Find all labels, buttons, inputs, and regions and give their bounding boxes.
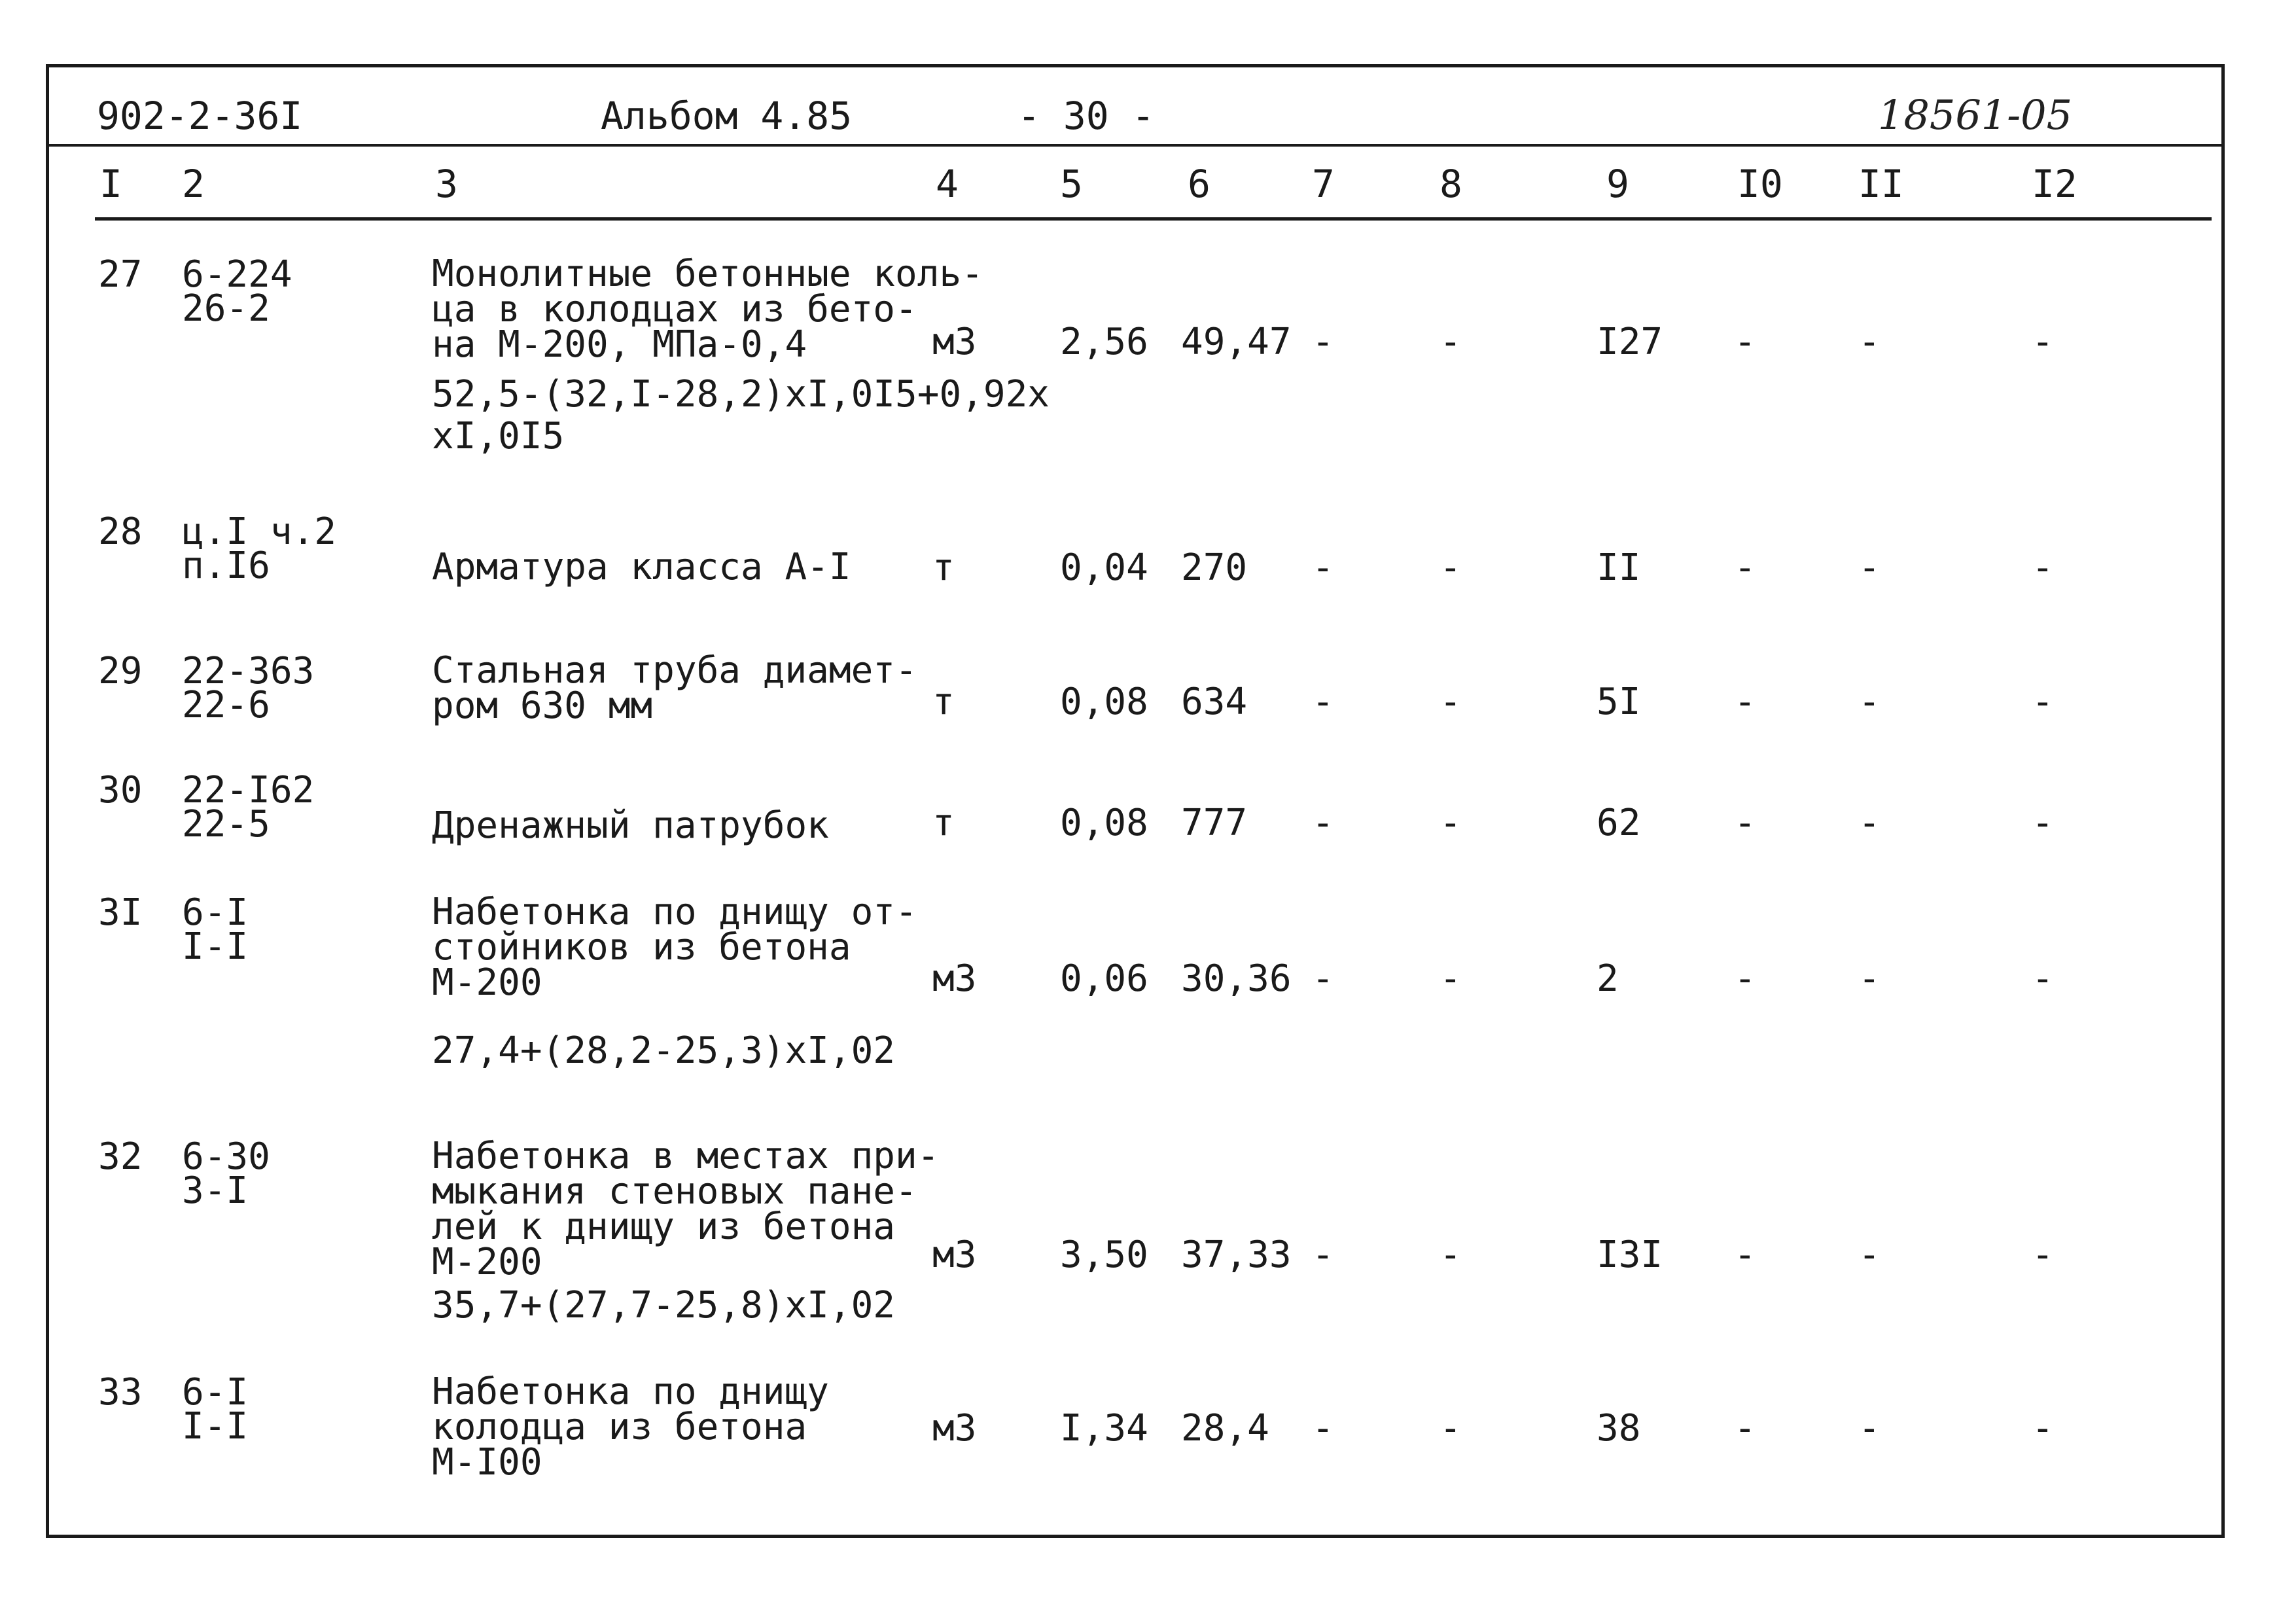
cell-col8: - — [1439, 1407, 1462, 1450]
cell-price: 777 — [1181, 802, 1248, 844]
cell-col11: - — [1858, 957, 1881, 1000]
work-description: М-200 — [432, 1241, 542, 1283]
cell-col10: - — [1734, 1407, 1756, 1450]
cell-col9: I3I — [1597, 1234, 1663, 1276]
cell-col10: - — [1734, 546, 1756, 589]
norm-code: 26-2 — [182, 287, 270, 330]
cell-qty: 3,50 — [1060, 1234, 1148, 1276]
cell-col7: - — [1312, 546, 1334, 589]
row-number: 3I — [98, 891, 143, 934]
work-description: Стальная труба диамет- — [432, 649, 917, 692]
work-description: колодца из бетона — [432, 1406, 807, 1448]
work-description: лей к днищу из бетона — [432, 1205, 896, 1248]
work-description: стойников из бетона — [432, 926, 851, 969]
norm-code: 6-I — [182, 1371, 249, 1414]
cell-col9: I27 — [1597, 321, 1663, 363]
column-header-5: 5 — [1060, 162, 1083, 206]
norm-code: 6-30 — [182, 1135, 270, 1178]
cell-qty: 0,06 — [1060, 957, 1148, 1000]
cell-col7: - — [1312, 1407, 1334, 1450]
cell-col7: - — [1312, 321, 1334, 363]
work-description: ром 630 мм — [432, 685, 653, 727]
cell-qty: 2,56 — [1060, 321, 1148, 363]
row-number: 32 — [98, 1135, 143, 1178]
work-description: Набетонка по днищу от- — [432, 891, 917, 933]
norm-code: I-I — [182, 925, 249, 968]
cell-col7: - — [1312, 1234, 1334, 1276]
header-separator-line — [49, 144, 2221, 147]
column-header-10: I0 — [1737, 162, 1783, 206]
column-header-2: 2 — [182, 162, 205, 206]
work-description: Набетонка по днищу — [432, 1370, 829, 1413]
album-label: Альбом 4.85 — [601, 94, 853, 138]
cell-qty: 0,08 — [1060, 681, 1148, 723]
row-number: 29 — [98, 650, 143, 692]
cell-col11: - — [1858, 681, 1881, 723]
cell-col10: - — [1734, 681, 1756, 723]
cell-col10: - — [1734, 321, 1756, 363]
row-number: 28 — [98, 510, 143, 553]
cell-col8: - — [1439, 546, 1462, 589]
row-number: 30 — [98, 769, 143, 812]
cell-qty: 0,04 — [1060, 546, 1148, 589]
cell-col9: 5I — [1597, 681, 1641, 723]
column-header-9: 9 — [1606, 162, 1629, 206]
volume-formula: 35,7+(27,7-25,8)xI,02 — [432, 1284, 896, 1327]
norm-code: 22-I62 — [182, 769, 315, 812]
work-description: на М-200, МПа-0,4 — [432, 323, 807, 366]
work-description: Набетонка в местах при- — [432, 1135, 940, 1177]
cell-col12: - — [2032, 1407, 2054, 1450]
norm-code: 22-363 — [182, 650, 315, 692]
cell-qty: I,34 — [1060, 1407, 1148, 1450]
cell-unit: м3 — [932, 1234, 977, 1276]
norm-code: 6-I — [182, 891, 249, 934]
norm-code: I-I — [182, 1405, 249, 1448]
cell-col9: 62 — [1597, 802, 1641, 844]
cell-unit: т — [932, 681, 955, 723]
cell-unit: т — [932, 802, 955, 844]
norm-code: 22-6 — [182, 684, 270, 726]
work-description: Дренажный патрубок — [432, 804, 829, 847]
row-number: 27 — [98, 253, 143, 296]
cell-price: 49,47 — [1181, 321, 1292, 363]
row-number: 33 — [98, 1371, 143, 1414]
cell-col12: - — [2032, 681, 2054, 723]
cell-col10: - — [1734, 957, 1756, 1000]
cell-col8: - — [1439, 802, 1462, 844]
document-code: 902-2-36I — [97, 94, 303, 138]
norm-code: ц.I ч.2 — [182, 510, 337, 553]
cell-col11: - — [1858, 802, 1881, 844]
cell-price: 37,33 — [1181, 1234, 1292, 1276]
cell-unit: м3 — [932, 1407, 977, 1450]
work-description: ца в колодцах из бето- — [432, 288, 917, 330]
frame-bottom-line — [46, 1535, 2225, 1538]
cell-col12: - — [2032, 321, 2054, 363]
cell-col7: - — [1312, 802, 1334, 844]
cell-col11: - — [1858, 1234, 1881, 1276]
frame-right-line — [2221, 64, 2225, 1538]
cell-col11: - — [1858, 546, 1881, 589]
cell-price: 30,36 — [1181, 957, 1292, 1000]
volume-formula: 52,5-(32,I-28,2)xI,0I5+0,92x — [432, 373, 1050, 416]
norm-code: 6-224 — [182, 253, 292, 296]
cell-col12: - — [2032, 1234, 2054, 1276]
cell-col8: - — [1439, 1234, 1462, 1276]
cell-unit: м3 — [932, 957, 977, 1000]
cell-col12: - — [2032, 957, 2054, 1000]
column-header-8: 8 — [1439, 162, 1462, 206]
cell-price: 634 — [1181, 681, 1248, 723]
column-header-7: 7 — [1312, 162, 1335, 206]
norm-code: 22-5 — [182, 803, 270, 846]
cell-col12: - — [2032, 546, 2054, 589]
cell-col9: II — [1597, 546, 1641, 589]
column-header-4: 4 — [936, 162, 959, 206]
cell-col10: - — [1734, 802, 1756, 844]
page-number: - 30 - — [1017, 94, 1155, 138]
work-description: Монолитные бетонные коль- — [432, 253, 983, 295]
column-header-6: 6 — [1188, 162, 1210, 206]
cell-price: 28,4 — [1181, 1407, 1269, 1450]
work-description: М-I00 — [432, 1441, 542, 1484]
column-header-3: 3 — [435, 162, 458, 206]
cell-col7: - — [1312, 681, 1334, 723]
work-description: мыкания стеновых пане- — [432, 1170, 917, 1213]
cell-col11: - — [1858, 321, 1881, 363]
column-header-11: II — [1858, 162, 1904, 206]
cell-col7: - — [1312, 957, 1334, 1000]
cell-unit: м3 — [932, 321, 977, 363]
cell-col8: - — [1439, 321, 1462, 363]
cell-col11: - — [1858, 1407, 1881, 1450]
inventory-number: 18561-05 — [1878, 91, 2073, 139]
norm-code: 3-I — [182, 1169, 249, 1212]
cell-col10: - — [1734, 1234, 1756, 1276]
work-description: Арматура класса А-I — [432, 546, 851, 588]
cell-col9: 38 — [1597, 1407, 1641, 1450]
frame-top-line — [46, 64, 2225, 67]
column-header-1: I — [99, 162, 122, 206]
cell-col9: 2 — [1597, 957, 1619, 1000]
cell-qty: 0,08 — [1060, 802, 1148, 844]
volume-formula: 27,4+(28,2-25,3)xI,02 — [432, 1029, 896, 1072]
cell-price: 270 — [1181, 546, 1248, 589]
norm-code: п.I6 — [182, 544, 270, 587]
cell-col12: - — [2032, 802, 2054, 844]
frame-left-line — [46, 64, 49, 1538]
cell-unit: т — [932, 546, 955, 589]
volume-formula: xI,0I5 — [432, 415, 565, 457]
cell-col8: - — [1439, 957, 1462, 1000]
cell-col8: - — [1439, 681, 1462, 723]
column-header-12: I2 — [2032, 162, 2077, 206]
column-header-separator-line — [95, 217, 2212, 221]
work-description: М-200 — [432, 961, 542, 1004]
